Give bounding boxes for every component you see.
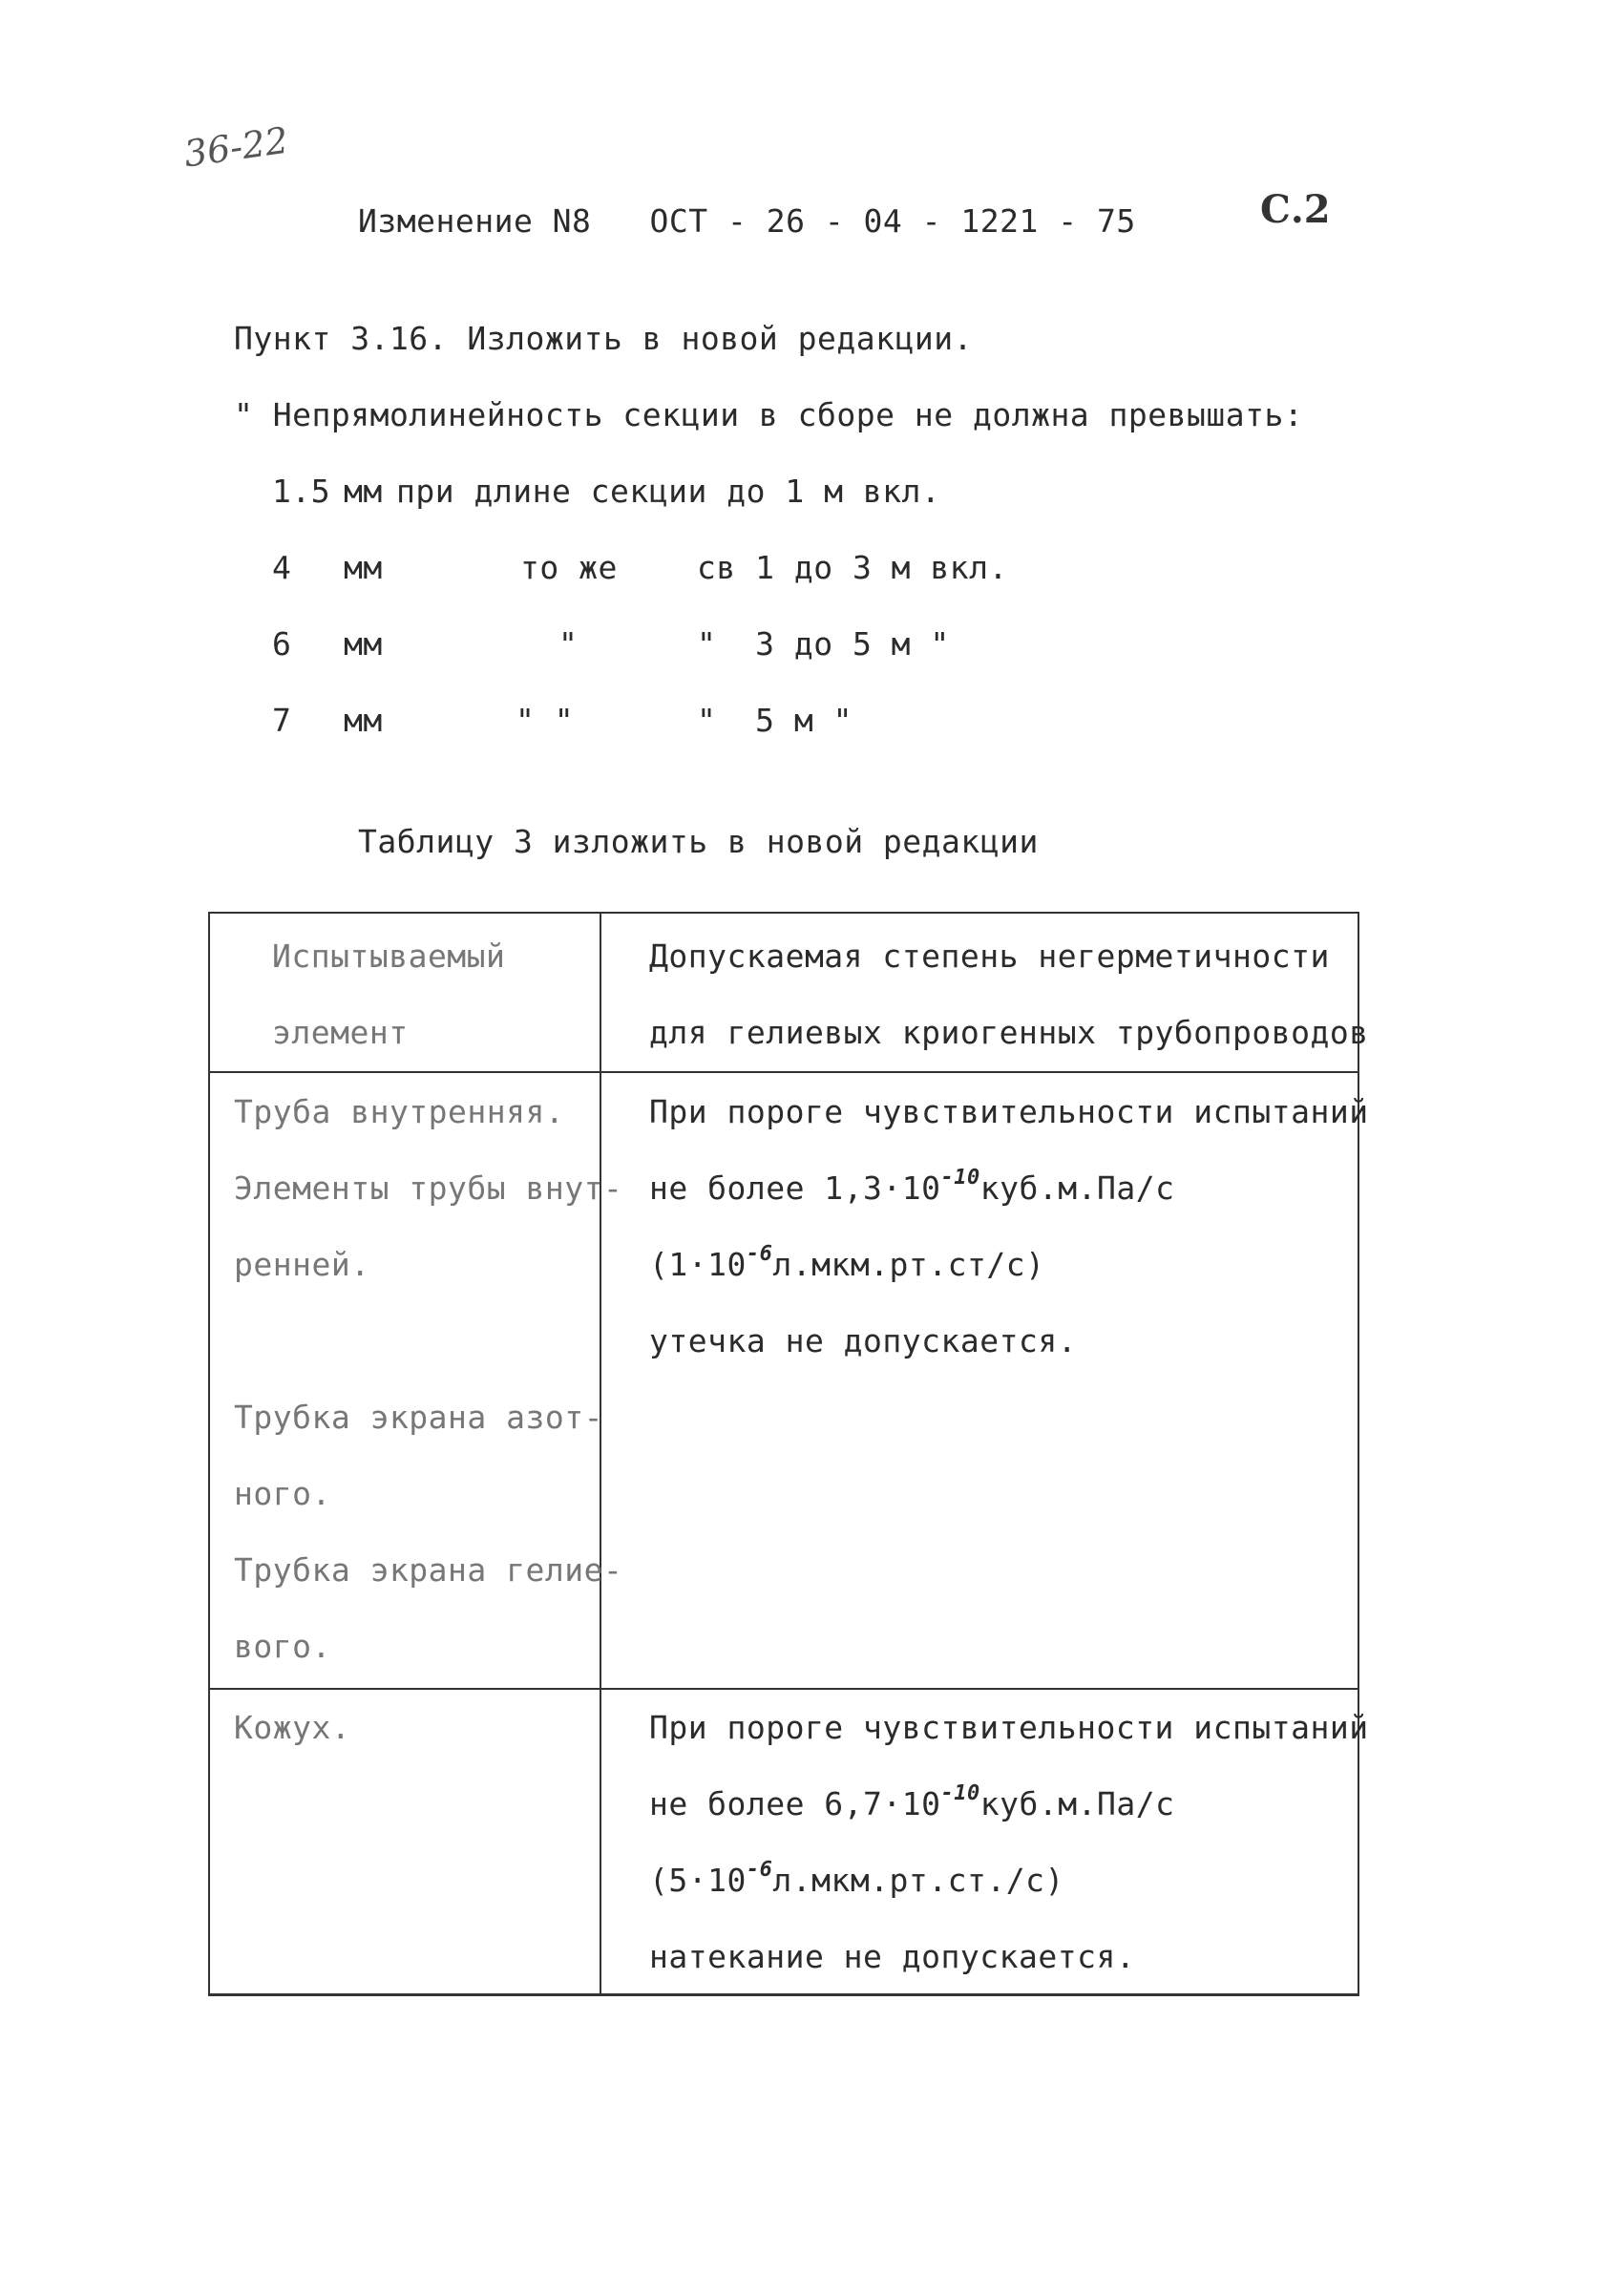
tolerance-unit: мм xyxy=(344,549,383,586)
tolerance-condition: " 3 до 5 м " xyxy=(697,625,950,663)
leak-rate-unit: куб.м.Па/с xyxy=(979,1169,1175,1207)
tolerance-value: 7 xyxy=(272,702,292,739)
leak-rate-value: не более 6,7·10 xyxy=(649,1785,941,1822)
leak-rate-alt-exponent: -6 xyxy=(746,1242,773,1266)
page-number: С.2 xyxy=(1260,187,1331,232)
tolerance-cell-line xyxy=(649,1781,1175,1823)
table-intro: Таблицу 3 изложить в новой редакции xyxy=(358,823,1039,860)
leak-rate-alt-value: (5·10 xyxy=(649,1862,747,1899)
header-cell-tolerance: для гелиевых криогенных трубопроводов xyxy=(649,1014,1369,1051)
element-cell-line: Трубка экрана гелие- xyxy=(234,1551,623,1589)
tolerance-cell-line: натекание не допускается. xyxy=(649,1938,1136,1975)
element-cell-line: ренней. xyxy=(234,1246,370,1283)
header-cell-tolerance: Допускаемая степень негерметичности xyxy=(649,937,1330,975)
leak-rate-alt-value: (1·10 xyxy=(649,1246,747,1283)
leak-rate-unit: куб.м.Па/с xyxy=(979,1785,1175,1822)
table-row-divider xyxy=(208,1688,1359,1690)
element-cell-line: Элементы трубы внут- xyxy=(234,1169,623,1207)
tolerance-value: 4 xyxy=(272,549,292,586)
tolerance-condition: " 5 м " xyxy=(697,702,853,739)
element-cell-line: Труба внутренняя. xyxy=(234,1093,565,1130)
clause-heading: Пункт 3.16. Изложить в новой редакции. xyxy=(234,320,973,357)
leak-rate-value: не более 1,3·10 xyxy=(649,1169,941,1207)
leak-rate-exponent: -10 xyxy=(940,1166,980,1190)
table-column-divider xyxy=(600,912,601,1995)
table-header-divider xyxy=(208,1071,1359,1073)
tolerance-cell-line xyxy=(649,1166,1175,1208)
table-border-left xyxy=(208,912,210,1995)
tolerance-cell-line xyxy=(649,1858,1064,1900)
tolerance-ditto: " " xyxy=(516,702,575,739)
tolerance-condition: при длине секции до 1 м вкл. xyxy=(396,473,941,510)
tolerance-ditto: то же xyxy=(520,549,618,586)
element-cell-line: Трубка экрана азот- xyxy=(234,1399,603,1436)
tolerance-cell-line: При пороге чувствительности испытаний xyxy=(649,1093,1369,1130)
element-cell-line: Кожух. xyxy=(234,1709,351,1746)
leak-rate-exponent: -10 xyxy=(940,1781,980,1805)
leak-rate-alt-unit: л.мкм.рт.ст/с) xyxy=(772,1246,1045,1283)
handwritten-note: 36-22 xyxy=(181,118,291,176)
header-cell-element: элемент xyxy=(272,1014,409,1051)
tolerance-condition: св 1 до 3 м вкл. xyxy=(697,549,1008,586)
tolerance-cell-line xyxy=(649,1242,1045,1284)
tolerance-unit: мм xyxy=(344,702,383,739)
leak-rate-alt-exponent: -6 xyxy=(746,1858,773,1882)
tolerance-cell-line: утечка не допускается. xyxy=(649,1322,1078,1359)
table-border-top xyxy=(208,912,1359,914)
table-border-right xyxy=(1358,912,1359,1995)
element-cell-line: вого. xyxy=(234,1628,331,1665)
header-cell-element: Испытываемый xyxy=(272,937,506,975)
tolerance-ditto: " xyxy=(558,625,579,663)
leak-rate-alt-unit: л.мкм.рт.ст./с) xyxy=(772,1862,1064,1899)
tolerance-value: 1.5 xyxy=(272,473,331,510)
tolerance-cell-line: При пороге чувствительности испытаний xyxy=(649,1709,1369,1746)
tolerance-value: 6 xyxy=(272,625,292,663)
tolerance-unit: мм xyxy=(344,473,383,510)
clause-intro: " Непрямолинейность секции в сборе не должна превышать: xyxy=(234,396,1304,433)
change-title: Изменение N8 ОСТ - 26 - 04 - 1221 - 75 xyxy=(358,202,1136,240)
element-cell-line: ного. xyxy=(234,1475,331,1512)
table-border-bottom xyxy=(208,1993,1359,1996)
tolerance-unit: мм xyxy=(344,625,383,663)
